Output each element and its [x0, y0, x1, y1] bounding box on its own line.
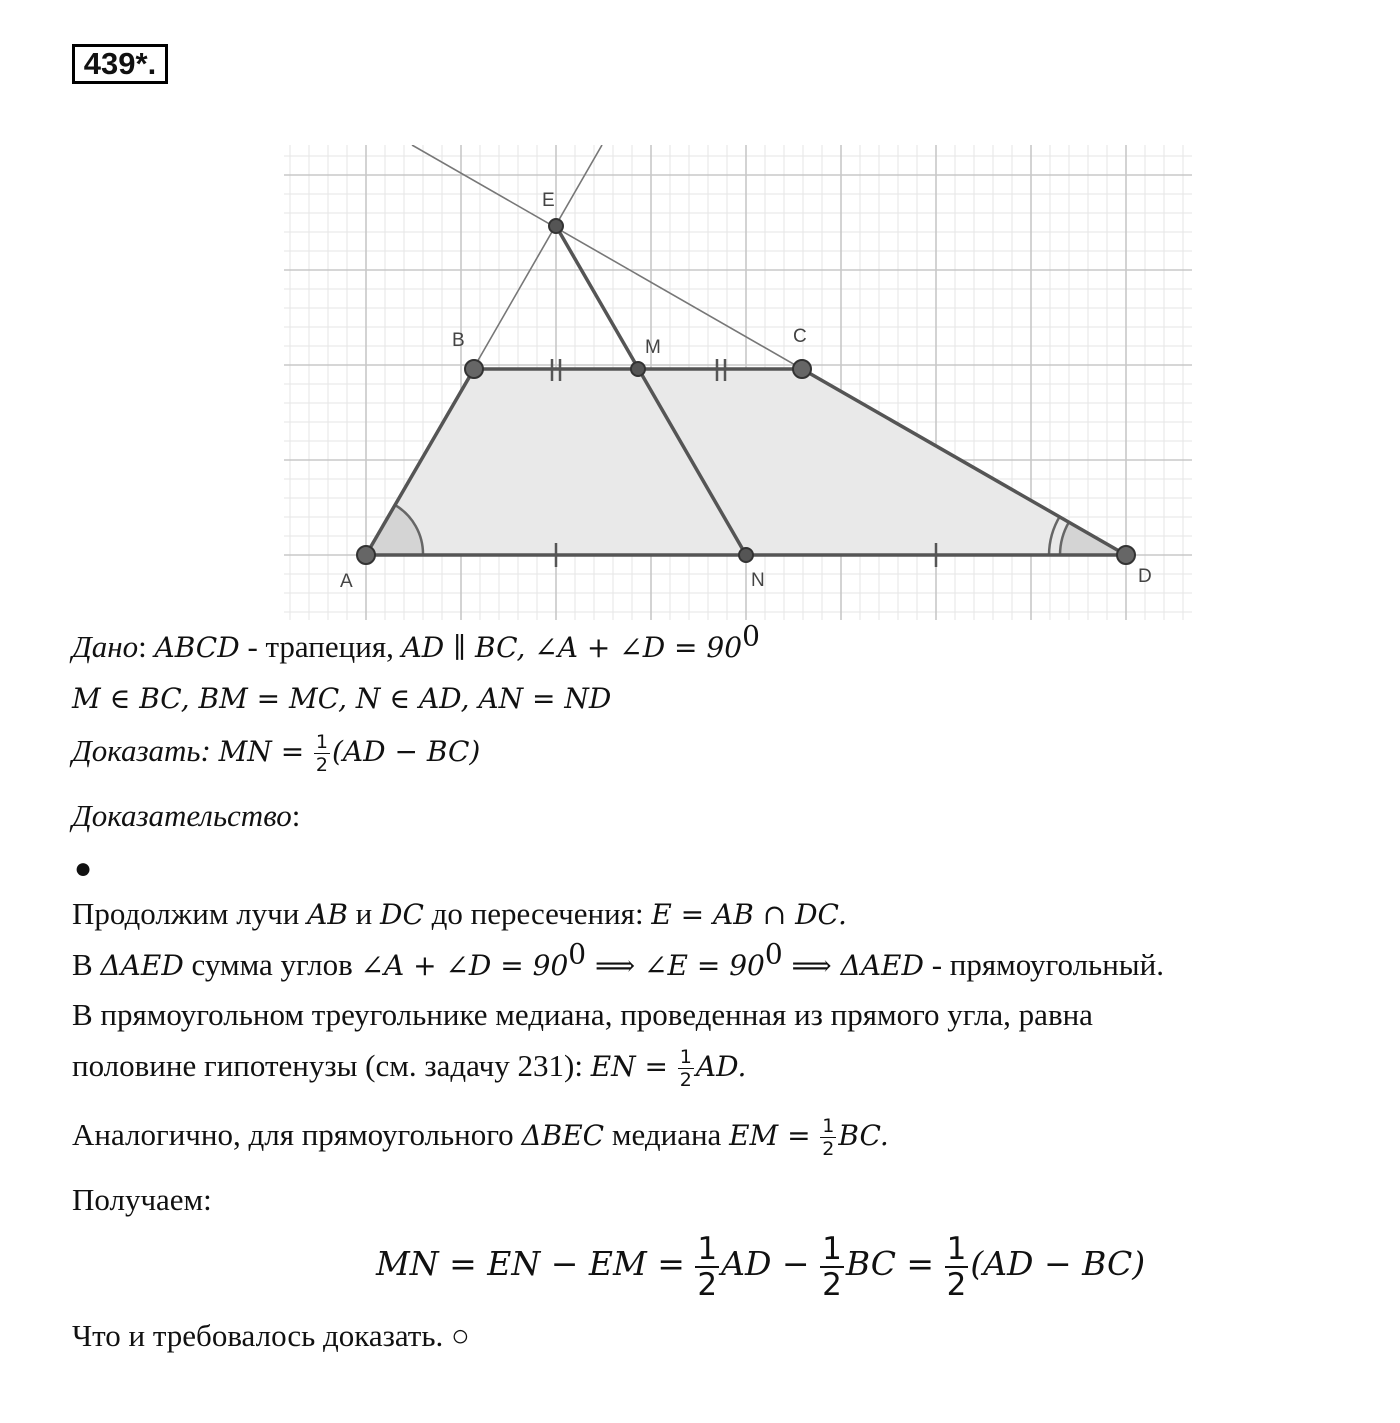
trapezoid-diagram [284, 145, 1192, 620]
problem-number: 439*. [72, 44, 168, 84]
fraction-half: $\frac{1}{2}$ [679, 1046, 692, 1092]
proof-step-4: половине гипотенузы (см. задачу 231): EN = $\frac{1}{2}$ AD. [72, 1046, 747, 1092]
proof-heading: Доказательство: [72, 798, 301, 833]
fraction-half: $\frac{1}{2}$ [697, 1231, 718, 1303]
prove-line: Доказать: MN = $\frac{1}{2}$ (AD − BC) [72, 731, 481, 777]
label-b: B [452, 330, 465, 351]
point-m [631, 362, 645, 376]
label-n: N [751, 570, 765, 591]
given-line-2 [72, 678, 611, 719]
given-label: Дано [72, 629, 139, 664]
label-c: C [793, 326, 807, 347]
point-d [1117, 546, 1135, 564]
label-d: D [1138, 566, 1152, 587]
proof-label: Доказательство [72, 798, 292, 833]
given-conditions: AD ∥ BC, ∠A + ∠D = 90 [401, 631, 743, 664]
fraction-half: $\frac{1}{2}$ [822, 1231, 842, 1303]
final-equation: MN = EN − EM = $\frac{1}{2}$ AD − $\frac{1}{2}$ BC = $\frac{1}{2}$ (AD − BC) [376, 1231, 1146, 1303]
fraction-half: $\frac{1}{2}$ [822, 1115, 835, 1161]
proof-step-5: Аналогично, для прямоугольного ΔBEC медиана EM = $\frac{1}{2}$ BC. [72, 1115, 889, 1161]
proof-step-2: В ΔAED сумма углов ∠A + ∠D = $90^0$ ⟹ ∠E = $90^0$ ⟹ ΔAED - прямоугольный. [72, 937, 1164, 982]
point-n [739, 548, 753, 562]
prove-label: Доказать: [72, 733, 211, 768]
point-a [357, 546, 375, 564]
proof-step-1: Продолжим лучи AB и DC до пересечения: E = AB ∩ DC. [72, 896, 847, 931]
label-e: E [542, 190, 555, 211]
point-b [465, 360, 483, 378]
given-trapezoid: ABCD [154, 631, 240, 664]
label-a: A [340, 571, 353, 592]
fraction-half: $\frac{1}{2}$ [946, 1231, 967, 1303]
proof-step-3: В прямоугольном треугольнике медиана, проведенная из прямого угла, равна [72, 997, 1093, 1032]
proof-step-6: Получаем: [72, 1182, 212, 1217]
given-line-1: Дано: ABCD - трапеция, AD ∥ BC, ∠A + ∠D = $90^0$ [72, 619, 760, 664]
fraction-half: $\frac{1}{2}$ [315, 731, 328, 777]
label-m: M [645, 337, 661, 358]
conclusion: Что и требовалось доказать. ○ [72, 1318, 470, 1353]
given-midpoints: M ∈ BC, BM = MC, N ∈ AD, AN = ND [72, 682, 612, 715]
point-c [793, 360, 811, 378]
bullet: ● [74, 852, 93, 885]
point-e [549, 219, 563, 233]
geometry-figure [284, 145, 1192, 620]
